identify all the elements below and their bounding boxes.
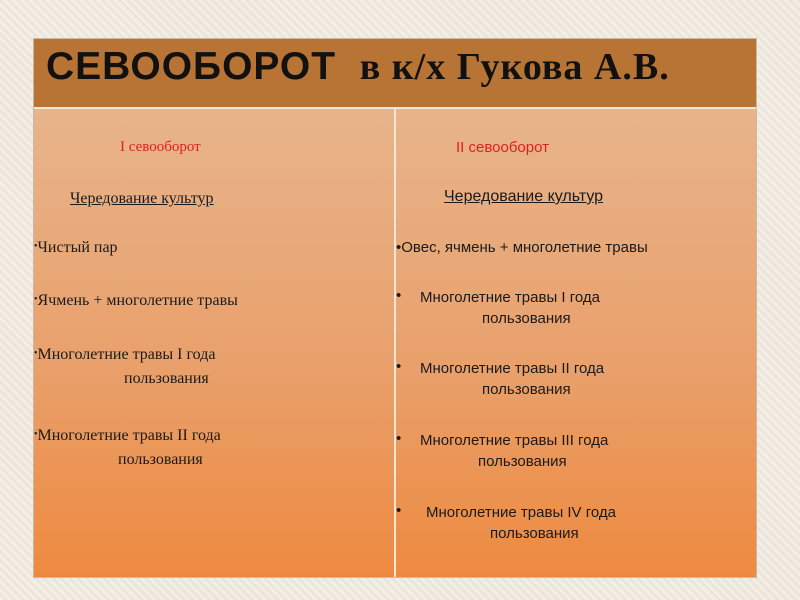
rotation-2-heading: II севооборот [456, 139, 549, 156]
rotation-2-column [396, 109, 756, 577]
rotation-1-item: •Многолетние травы I года [34, 346, 216, 363]
table-header [34, 39, 756, 109]
rotation-2-item: • [396, 358, 402, 375]
rotation-2-item-cont: пользования [482, 381, 571, 398]
rotation-2-item-cont: пользования [490, 525, 579, 542]
rotation-2-item: • [396, 287, 402, 304]
rotation-2-item-text: Многолетние травы II года [420, 360, 605, 377]
rotation-1-item: •Чистый пар [34, 239, 118, 256]
rotation-2-item-cont: пользования [478, 453, 567, 470]
rotation-2-item: •Овес, ячмень + многолетние травы [396, 239, 648, 256]
rotation-1-heading: I севооборот [120, 139, 201, 155]
rotation-1-item-cont: пользования [118, 451, 203, 468]
rotation-2-item: • [396, 430, 402, 447]
title-sub: в к/х Гукова А.В. [359, 46, 670, 88]
rotation-1-item: •Ячмень + многолетние травы [34, 292, 238, 309]
rotation-1-subheading: Чередование культур [70, 190, 214, 207]
crop-rotation-table [33, 38, 757, 578]
rotation-2-item-text: Многолетние травы I года [420, 289, 600, 306]
rotation-2-item-text: Многолетние травы III года [420, 432, 609, 449]
rotation-1-item-cont: пользования [124, 370, 209, 387]
title-main: СЕВООБОРОТ [46, 45, 337, 88]
rotation-2-item-cont: пользования [482, 310, 571, 327]
rotation-2-item-text: Многолетние травы IV года [426, 504, 616, 521]
table-body [34, 109, 756, 577]
rotation-2-item: • [396, 502, 402, 519]
rotation-2-subheading: Чередование культур [444, 188, 604, 205]
rotation-1-item: •Многолетние травы II года [34, 427, 221, 444]
slide-title [46, 45, 670, 89]
rotation-1-column [34, 109, 394, 577]
